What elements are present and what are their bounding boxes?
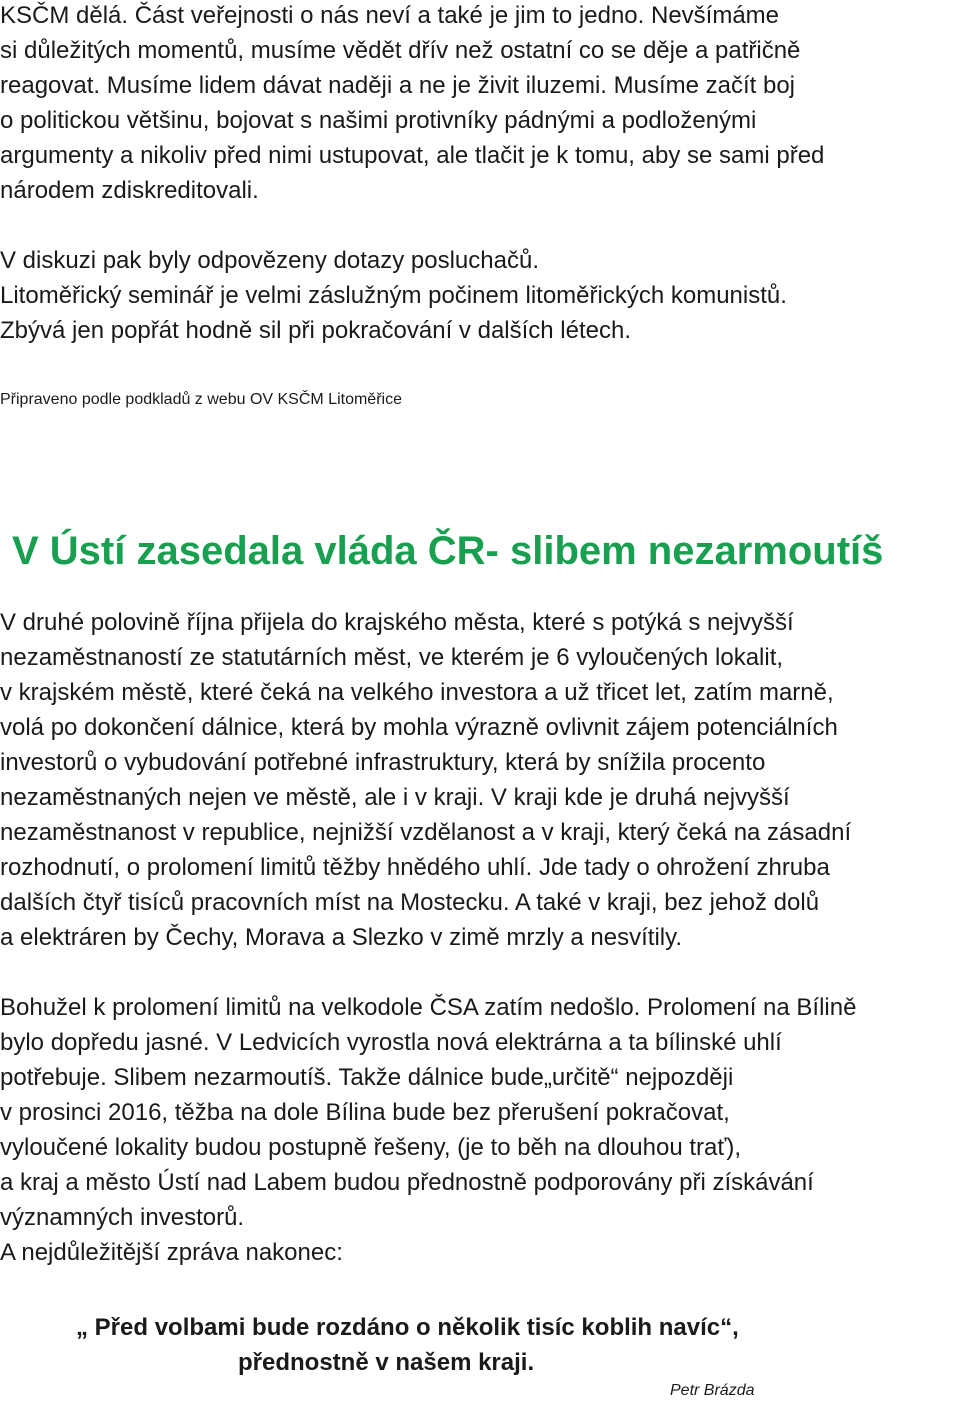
discussion-line-1: V diskuzi pak byly odpovězeny dotazy posluchačů. (0, 247, 539, 274)
paragraph1-line-4: volá po dokončení dálnice, která by mohla výrazně ovlivnit zájem potenciálních (0, 714, 838, 741)
article-title: V Ústí zasedala vláda ČR- slibem nezarmoutíš (12, 529, 884, 573)
intro-line-2: si důležitých momentů, musíme vědět dřív než ostatní co se děje a patřičně (0, 37, 801, 64)
paragraph1-line-3: v krajském městě, které čeká na velkého investora a už třicet let, zatím marně, (0, 679, 834, 706)
paragraph2-line-5: vyloučené lokality budou postupně řešeny, (je to běh na dlouhou trať), (0, 1134, 742, 1161)
paragraph2-line-3: potřebuje. Slibem nezarmoutíš. Takže dálnice bude„určitě“ nejpozději (0, 1064, 734, 1091)
paragraph1-line-1: V druhé polovině října přijela do krajského města, které s potýká s nejvyšší (0, 609, 794, 636)
paragraph2-line-7: významných investorů. (0, 1204, 245, 1231)
paragraph1-line-10: a elektráren by Čechy, Morava a Slezko v zimě mrzly a nesvítily. (0, 924, 683, 951)
paragraph2-line-2: bylo dopředu jasné. V Ledvicích vyrostla nová elektrárna a ta bílinské uhlí (0, 1029, 782, 1056)
discussion-line-2: Litoměřický seminář je velmi záslužným počinem litoměřických komunistů. (0, 282, 787, 309)
quote-line-1: „ Před volbami bude rozdáno o několik tisíc koblih navíc“, (76, 1314, 739, 1341)
quote-line-2: přednostně v našem kraji. (238, 1349, 535, 1376)
paragraph2-line-4: v prosinci 2016, těžba na dole Bílina bude bez přerušení pokračovat, (0, 1099, 730, 1126)
source-note: Připraveno podle podkladů z webu OV KSČM Litoměřice (0, 391, 402, 408)
paragraph1-line-2: nezaměstnaností ze statutárních měst, ve kterém je 6 vyloučených lokalit, (0, 644, 784, 671)
paragraph1-line-9: dalších čtyř tisíců pracovních míst na Mostecku. A také v kraji, bez jehož dolů (0, 889, 820, 916)
paragraph1-line-7: nezaměstnanost v republice, nejnižší vzdělanost a v kraji, který čeká na zásadní (0, 819, 852, 846)
intro-line-3: reagovat. Musíme lidem dávat naději a ne je živit iluzemi. Musíme začít boj (0, 72, 796, 99)
paragraph2-line-6: a kraj a město Ústí nad Labem budou přednostně podporovány při získávání (0, 1169, 814, 1196)
intro-line-1: KSČM dělá. Část veřejnosti o nás neví a také je jim to jedno. Nevšímáme (0, 2, 780, 29)
paragraph1-line-5: investorů o vybudování potřebné infrastruktury, která by snížila procento (0, 749, 766, 776)
paragraph1-line-8: rozhodnutí, o prolomení limitů těžby hnědého uhlí. Jde tady o ohrožení zhruba (0, 854, 830, 881)
intro-line-6: národem zdiskreditovali. (0, 177, 259, 204)
intro-line-5: argumenty a nikoliv před nimi ustupovat, ale tlačit je k tomu, aby se sami před (0, 142, 825, 169)
paragraph1-line-6: nezaměstnaných nejen ve městě, ale i v kraji. V kraji kde je druhá nejvyšší (0, 784, 790, 811)
paragraph2-line-8: A nejdůležitější zpráva nakonec: (0, 1239, 343, 1266)
paragraph2-line-1: Bohužel k prolomení limitů na velkodole ČSA zatím nedošlo. Prolomení na Bílině (0, 994, 857, 1021)
intro-line-4: o politickou většinu, bojovat s našimi protivníky pádnými a podloženými (0, 107, 757, 134)
discussion-line-3: Zbývá jen popřát hodně sil při pokračování v dalších létech. (0, 317, 632, 344)
author-signature: Petr Brázda (670, 1382, 755, 1399)
